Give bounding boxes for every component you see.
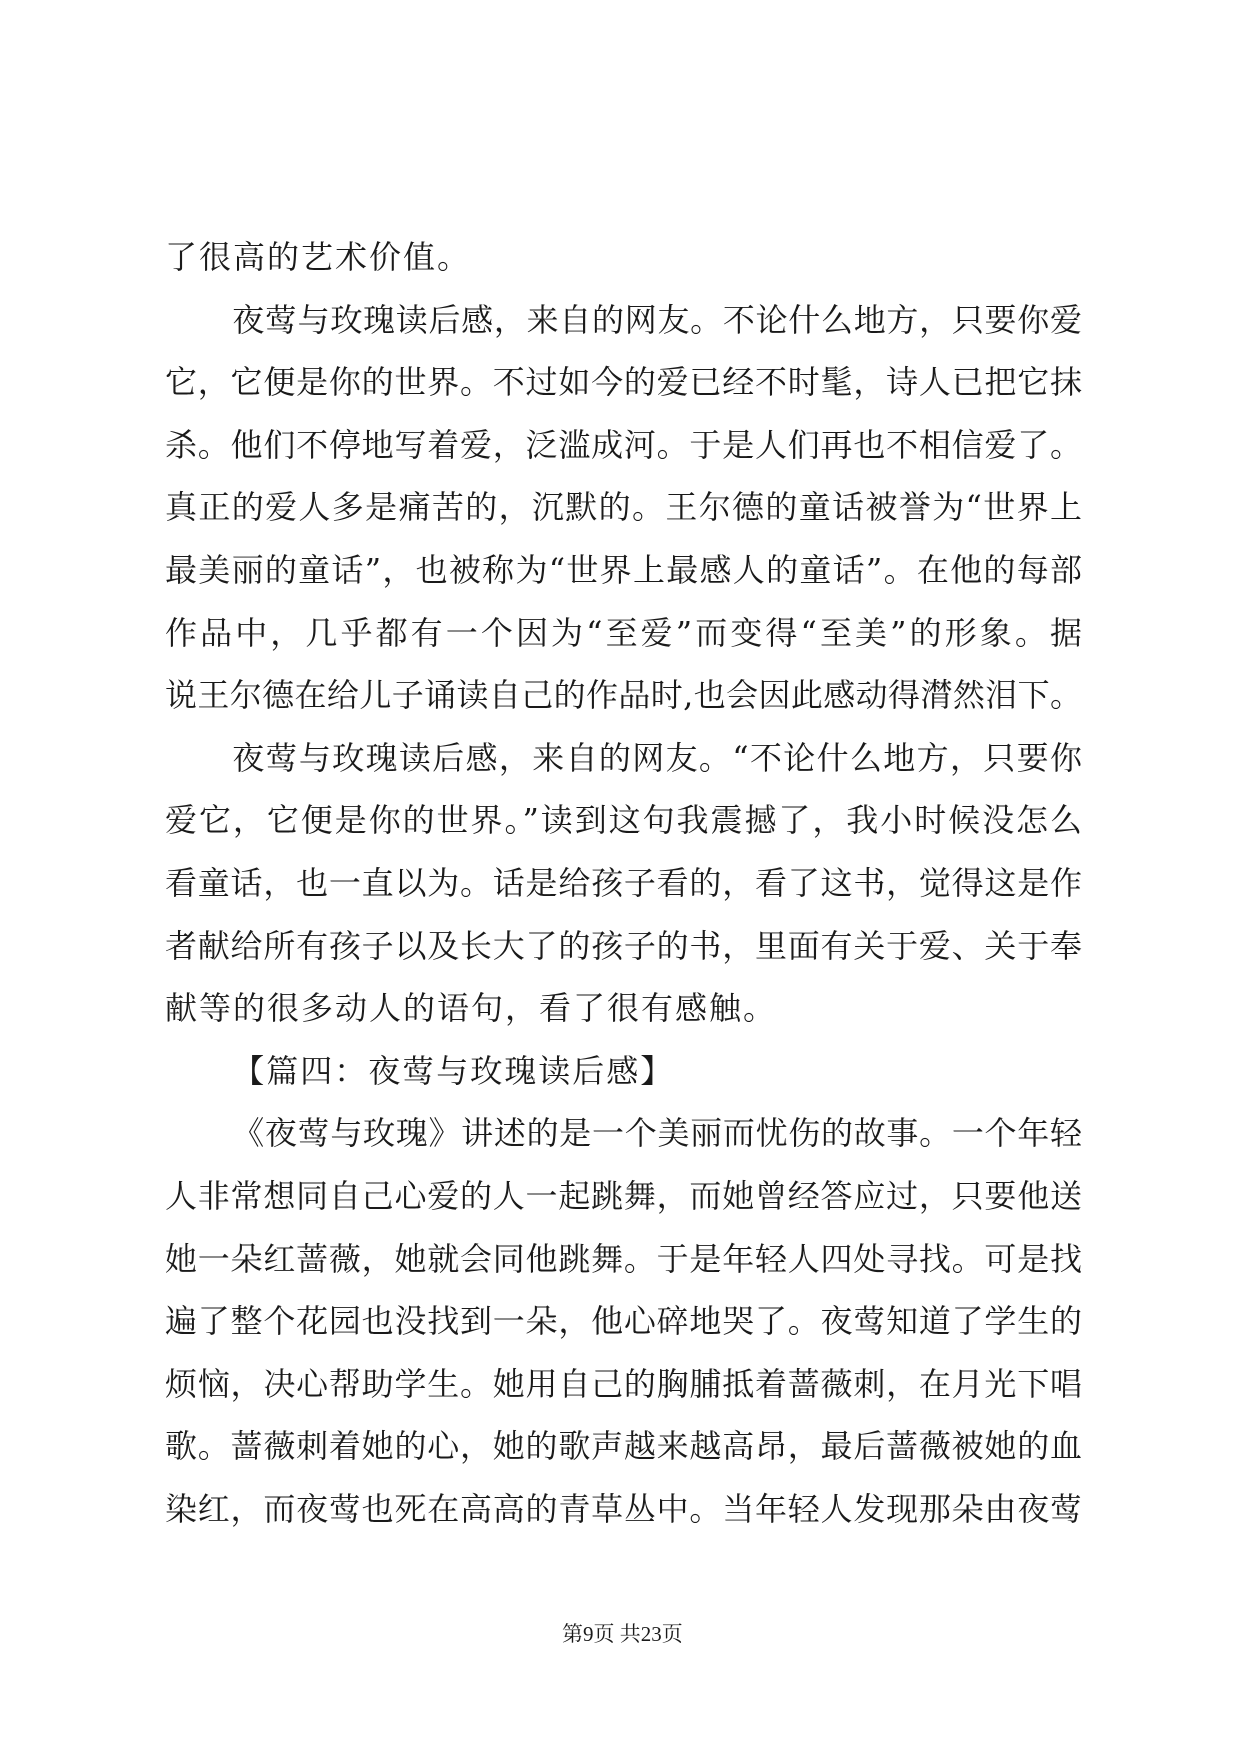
text-line: 最美丽的童话”，也被称为“世界上最感人的童话”。在他的每部 — [165, 550, 1082, 589]
text-line: 歌。蔷薇刺着她的心，她的歌声越来越高昂，最后蔷薇被她的血 — [165, 1427, 1082, 1466]
text-line: 夜莺与玫瑰读后感，来自的网友。“不论什么地方，只要你 — [232, 738, 1082, 777]
paragraph — [165, 727, 1082, 1040]
paragraph-continuation — [165, 226, 1082, 289]
text-line: 《夜莺与玫瑰》讲述的是一个美丽而忧伤的故事。一个年轻 — [232, 1114, 1082, 1153]
text-line: 献等的很多动人的语句，看了很有感触。 — [165, 989, 778, 1028]
text-line: 她一朵红蔷薇，她就会同他跳舞。于是年轻人四处寻找。可是找 — [165, 1239, 1082, 1278]
paragraph — [165, 289, 1082, 727]
paragraph — [165, 1102, 1082, 1540]
text-line: 真正的爱人多是痛苦的，沉默的。王尔德的童话被誉为“世界上 — [165, 488, 1082, 527]
text-line: 了很高的艺术价值。 — [165, 238, 472, 276]
text-line: 者献给所有孩子以及长大了的孩子的书，里面有关于爱、关于奉 — [165, 926, 1082, 965]
text-line: 看童话，也一直以为。话是给孩子看的，看了这书，觉得这是作 — [165, 863, 1082, 902]
text-line: 夜莺与玫瑰读后感，来自的网友。不论什么地方，只要你爱 — [232, 300, 1082, 339]
text-line: 烦恼，决心帮助学生。她用自己的胸脯抵着蔷薇刺，在月光下唱 — [165, 1364, 1082, 1403]
section-heading — [165, 1040, 1082, 1103]
text-line: 爱它，它便是你的世界。”读到这句我震撼了，我小时候没怎么 — [165, 801, 1082, 840]
text-line: 作品中，几乎都有一个因为“至爱”而变得“至美”的形象。据 — [165, 613, 1082, 652]
text-line: 说王尔德在给儿子诵读自己的作品时,也会因此感动得潸然泪下。 — [165, 676, 1082, 715]
document-body — [165, 226, 1082, 1540]
page-number-footer: 第9页 共23页 — [562, 1622, 683, 1646]
text-line: 它，它便是你的世界。不过如今的爱已经不时髦，诗人已把它抹 — [165, 363, 1082, 402]
text-line: 染红，而夜莺也死在高高的青草丛中。当年轻人发现那朵由夜莺 — [165, 1489, 1082, 1528]
section-heading-text: 【篇四：夜莺与玫瑰读后感】 — [232, 1051, 675, 1090]
text-line: 杀。他们不停地写着爱，泛滥成河。于是人们再也不相信爱了。 — [165, 425, 1082, 464]
text-line: 人非常想同自己心爱的人一起跳舞，而她曾经答应过，只要他送 — [165, 1176, 1082, 1215]
text-line: 遍了整个花园也没找到一朵，他心碎地哭了。夜莺知道了学生的 — [165, 1302, 1082, 1341]
